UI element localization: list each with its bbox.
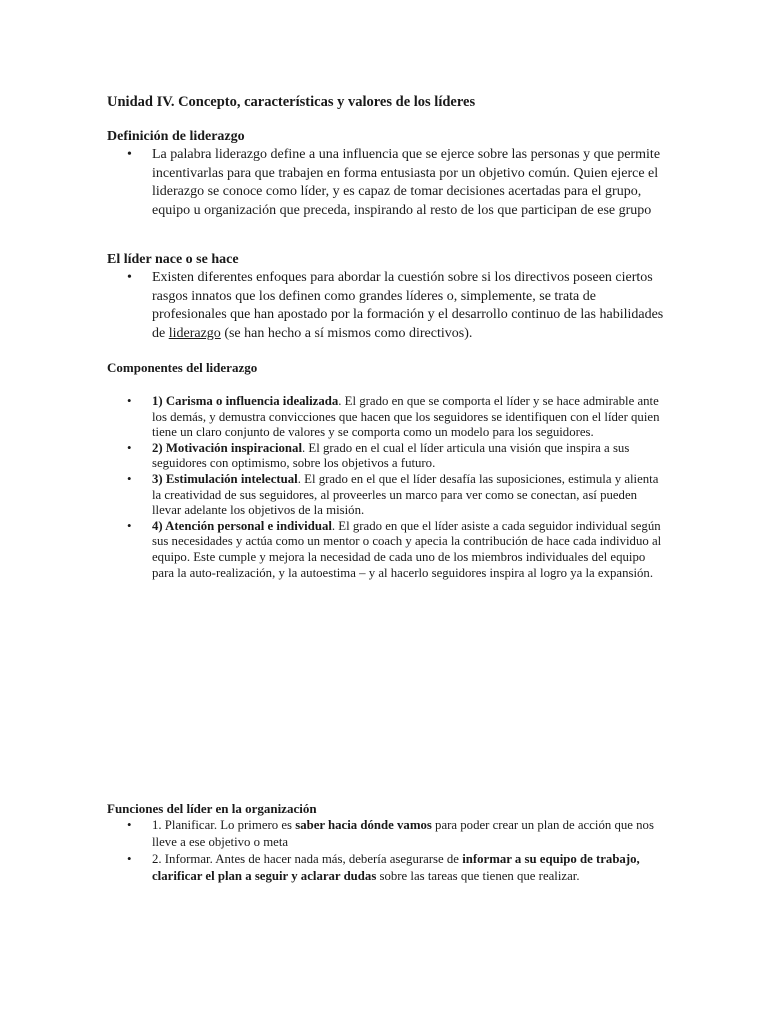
list-item: [107, 269, 667, 343]
section-heading-funciones: Funciones del líder en la organización: [107, 801, 317, 816]
funciones-list: [107, 817, 667, 885]
bullet-icon: •: [127, 394, 132, 408]
bullet-icon: •: [127, 852, 132, 866]
list-item: [107, 441, 667, 472]
list-item: [107, 472, 667, 519]
componente-title: 2) Motivación inspiracional: [152, 440, 303, 455]
list-item: [107, 146, 667, 220]
funcion-text-before: 1. Planificar. Lo primero es: [152, 818, 296, 832]
liderazgo-link[interactable]: liderazgo: [168, 325, 221, 341]
section-heading-definicion: Definición de liderazgo: [107, 129, 245, 144]
funcion-bold: saber hacia dónde vamos: [295, 818, 432, 832]
section-funciones: [107, 801, 667, 885]
section-definicion: [107, 128, 667, 220]
funcion-text-after: para poder crear un plan de acción que nos lleve a ese objetivo o meta: [152, 818, 654, 849]
list-item: [107, 394, 667, 441]
document-title-block: [107, 93, 667, 111]
componente-title: 3) Estimulación intelectual: [152, 471, 298, 486]
nace-list: [107, 269, 667, 343]
section-heading-componentes: Componentes del liderazgo: [107, 360, 258, 375]
bullet-icon: •: [127, 471, 132, 486]
list-item: [107, 519, 667, 581]
list-item: [107, 851, 667, 885]
bullet-icon: •: [127, 440, 132, 455]
funcion-text-before: 2. Informar. Antes de hacer nada más, debería asegurarse de: [152, 852, 463, 866]
definicion-list: [107, 146, 667, 220]
nace-text-before: Existen diferentes enfoques para abordar la cuestión sobre si los directivos poseen ciertos rasgos innatos que los definen como grandes líderes o, simplemente, se trata de profesionales que han apostado por la formación y el desarrollo continuo de las habilidades de: [152, 270, 664, 341]
componente-title: 4) Atención personal e individual: [152, 518, 332, 533]
document-title: Unidad IV. Concepto, características y valores de los líderes: [107, 94, 476, 110]
bullet-icon: •: [127, 518, 132, 533]
componente-text: . El grado en el cual el líder articula una visión que inspira a sus seguidores con optimismo, sobre los objetivos a futuro.: [152, 440, 630, 471]
componentes-list: [107, 394, 667, 581]
componente-text: . El grado en que se comporta el líder y se hace admirable ante los demás, y demustra convicciones que hacen que los seguidores se identifiquen con el líder quien tiene un claro conjunto de valores y se comporta como un modelo para los seguidores.: [152, 394, 660, 440]
section-componentes: [107, 360, 667, 376]
componente-text: . El grado en que el líder asiste a cada seguidor individual según sus necesidades y actúa como un mentor o coach y apecia la contribución de hace cada individuo al equipo. Este cumple y mejora la necesidad de cada uno de los miembros individuales del equipo para la auto-realización, y la autoestima – y al hacerlo seguidores inspira al logro ya la expansión.: [152, 518, 662, 580]
componentes-block: [107, 394, 667, 581]
section-nace: [107, 251, 667, 343]
list-item: [107, 817, 667, 851]
componente-title: 1) Carisma o influencia idealizada: [152, 394, 339, 408]
nace-text-after: (se han hecho a sí mismos como directivos).: [220, 325, 473, 341]
bullet-icon: •: [127, 270, 132, 285]
funcion-text-after: sobre las tareas que tienen que realizar.: [376, 869, 580, 883]
bullet-icon: •: [127, 818, 132, 832]
funcion-bold: informar a su equipo de trabajo, clarificar el plan a seguir y aclarar dudas: [152, 852, 640, 883]
section-heading-nace: El líder nace o se hace: [107, 252, 239, 267]
componente-text: . El grado en el que el líder desafía las suposiciones, estimula y alienta la creatividad de sus seguidores, al proveerles un marco para ver como se conectan, así pueden llevar adelante los objetivos de la misión.: [152, 471, 659, 518]
definicion-text: La palabra liderazgo define a una influencia que se ejerce sobre las personas y que permite incentivarlas para que trabajen en forma entusiasta por un objetivo común. Quien ejerce el liderazgo se conoce como líder, y es capaz de tomar decisiones acertadas para el grupo, equipo u organización que preceda, inspirando al resto de los que participan de ese grupo: [152, 147, 661, 218]
bullet-icon: •: [127, 147, 132, 162]
